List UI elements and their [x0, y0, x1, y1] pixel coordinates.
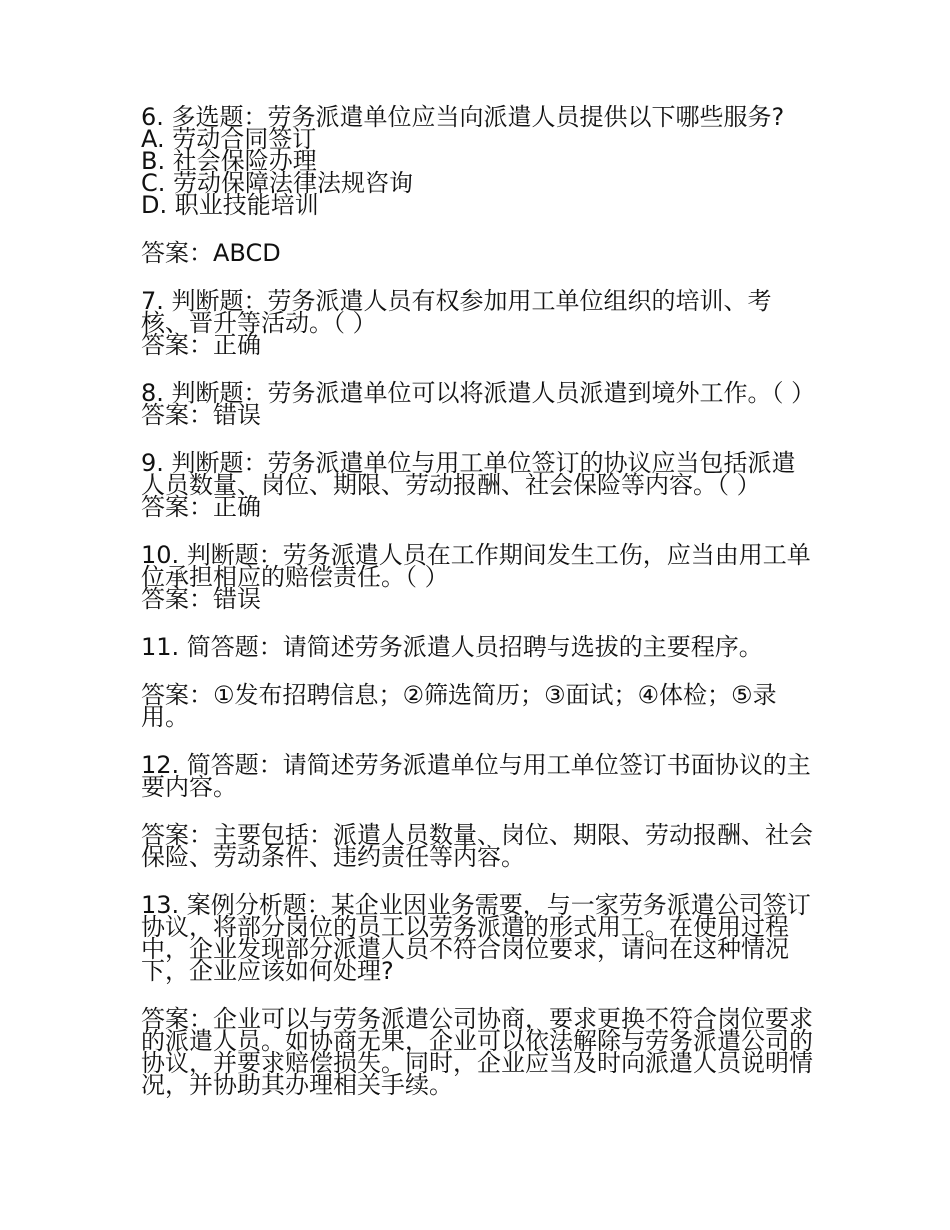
q7-answer: 答案：正确: [141, 331, 261, 359]
q10-question: 10. 判断题：劳务派遣人员在工作期间发生工伤，应当由用工单位承担相应的赔偿责任。（ ）: [141, 541, 811, 591]
q8-question: 8. 判断题：劳务派遣单位可以将派遣人员派遣到境外工作。（ ）: [141, 379, 816, 407]
q11-question: 11. 简答题：请简述劳务派遣人员招聘与选拔的主要程序。: [141, 633, 763, 661]
q13-question: 13. 案例分析题：某企业因业务需要，与一家劳务派遣公司签订协议，将部分岗位的员工以劳务派遣的形式用工。在使用过程中，企业发现部分派遣人员不符合岗位要求，请问在这种情况下，企业应该如何处理?: [141, 891, 811, 985]
q6-option-c: C. 劳动保障法律法规咨询: [141, 169, 414, 197]
q6-option-a: A. 劳动合同签订: [141, 125, 317, 153]
q7-question: 7. 判断题：劳务派遣人员有权参加用工单位组织的培训、考核、晋升等活动。（ ）: [141, 287, 772, 337]
q11-answer: 答案：①发布招聘信息；②筛选简历；③面试；④体检；⑤录用。: [141, 681, 777, 731]
q12-question: 12. 简答题：请简述劳务派遣单位与用工单位签订书面协议的主要内容。: [141, 751, 811, 801]
q13-answer: 答案：企业可以与劳务派遣公司协商，要求更换不符合岗位要求的派遣人员。如协商无果，企业可以依法解除与劳务派遣公司的协议，并要求赔偿损失。同时，企业应当及时向派遣人员说明情况，并协助其办理相关手续。: [141, 1005, 813, 1099]
q6-option-d: D. 职业技能培训: [141, 191, 319, 219]
q8-answer: 答案：错误: [141, 401, 261, 429]
q6-option-b: B. 社会保险办理: [141, 147, 317, 175]
q9-question: 9. 判断题：劳务派遣单位与用工单位签订的协议应当包括派遣人员数量、岗位、期限、劳动报酬、社会保险等内容。（ ）: [141, 449, 796, 499]
q6-answer: 答案：ABCD: [141, 239, 281, 267]
q12-answer: 答案：主要包括：派遣人员数量、岗位、期限、劳动报酬、社会保险、劳动条件、违约责任等内容。: [141, 821, 813, 871]
q6-question: 6. 多选题：劳务派遣单位应当向派遣人员提供以下哪些服务?: [141, 103, 785, 131]
q10-answer: 答案：错误: [141, 585, 261, 613]
document-content: [141, 103, 816, 1099]
q9-answer: 答案：正确: [141, 493, 261, 521]
